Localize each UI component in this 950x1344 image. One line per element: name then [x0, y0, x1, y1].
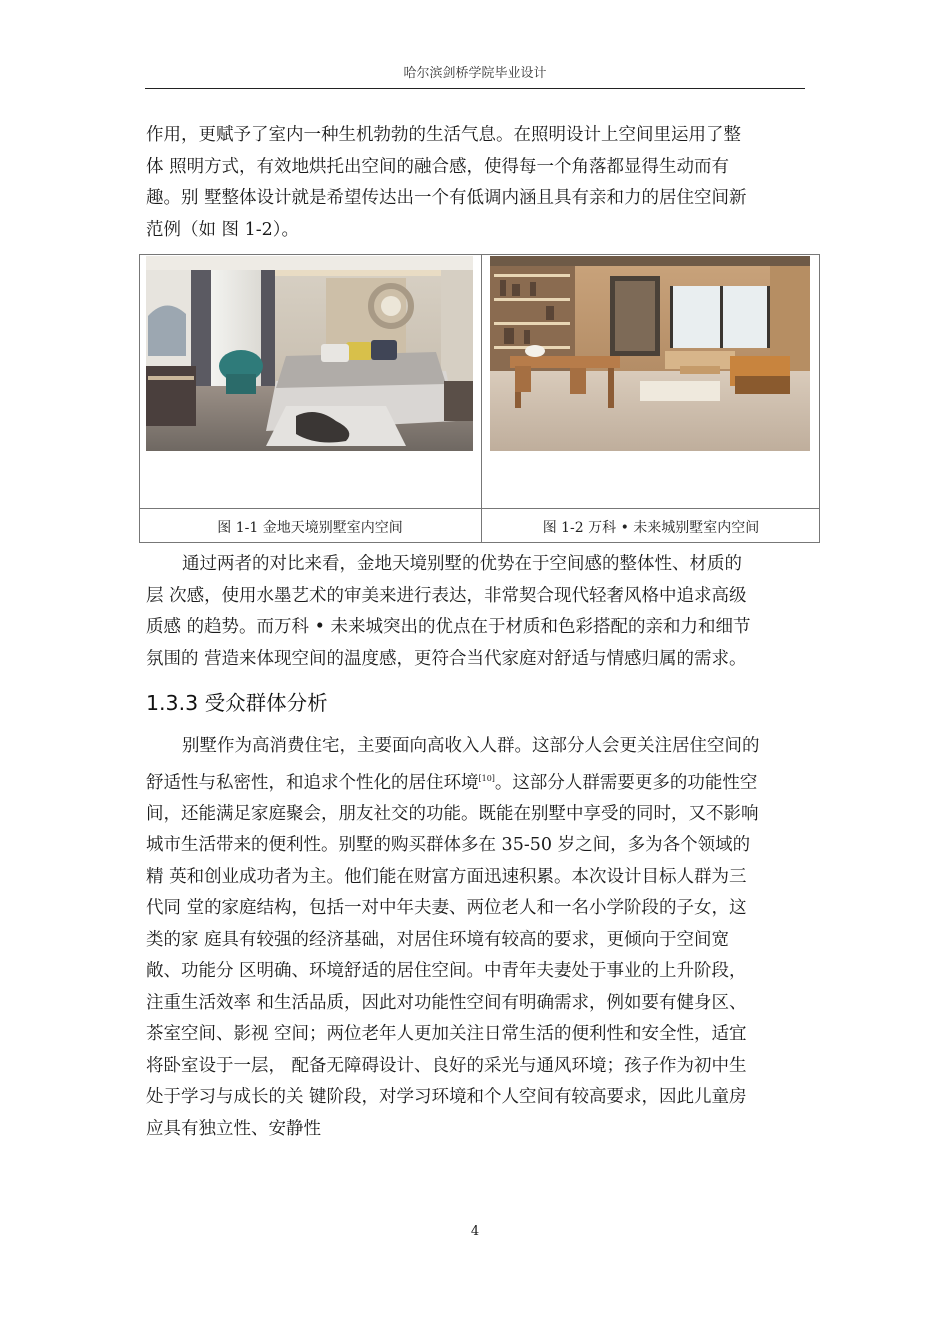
text-line: 城市生活带来的便利性。别墅的购买群体多在 35-50 岁之间，多为各个领域的 — [146, 835, 751, 856]
paragraph-top — [146, 120, 810, 246]
text-line: 范例（如 图 1-2）。 — [146, 219, 300, 240]
text-line: 间，还能满足家庭聚会，朋友社交的功能。既能在别墅中享受的同时，又不影响 — [146, 803, 759, 824]
citation-ref: [10] — [478, 773, 495, 783]
header-title: 哈尔滨剑桥学院毕业设计 — [403, 66, 547, 81]
text-line: 趣。别 墅整体设计就是希望传达出一个有低调内涵且具有亲和力的居住空间新 — [146, 188, 747, 208]
header-rule — [145, 88, 805, 89]
figure-table — [139, 254, 820, 543]
paragraph-compare — [146, 549, 810, 675]
bedroom-photo — [146, 256, 473, 451]
paragraph-audience — [146, 731, 810, 1145]
section-heading: 1.3.3 受众群体分析 — [146, 691, 328, 715]
text-line: 质感 的趋势。而万科 • 未来城突出的优点在于材质和色彩搭配的亲和力和细节 — [146, 617, 751, 637]
text-line: 处于学习与成长的关 键阶段，对学习环境和个人空间有较高要求，因此儿童房 — [146, 1087, 747, 1108]
figure-caption-1-1: 图 1-1 金地天境别墅室内空间 — [217, 520, 403, 536]
text-line: 别墅作为高消费住宅，主要面向高收入人群。这部分人会更关注居住空间的 — [182, 736, 760, 756]
text-line: 类的家 庭具有较强的经济基础，对居住环境有较高的要求，更倾向于空间宽 — [146, 929, 730, 950]
page-number: 4 — [470, 1224, 480, 1239]
living-room-photo — [490, 256, 810, 451]
caption-rule — [140, 508, 819, 509]
text-line: 注重生活效率 和生活品质，因此对功能性空间有明确需求，例如要有健身区、 — [146, 992, 747, 1013]
text-line: 层 次感，使用水墨艺术的审美来进行表达，非常契合现代轻奢风格中追求高级 — [146, 585, 747, 606]
text-line: 敞、功能分 区明确、环境舒适的居住空间。中青年夫妻处于事业的上升阶段， — [146, 961, 747, 982]
text-line: 代同 堂的家庭结构，包括一对中年夫妻、两位老人和一名小学阶段的子女，这 — [146, 898, 747, 919]
text-line: 氛围的 营造来体现空间的温度感，更符合当代家庭对舒适与情感归属的需求。 — [146, 648, 747, 669]
figure-divider — [481, 255, 482, 542]
text-line: 精 英和创业成功者为主。他们能在财富方面迅速积累。本次设计目标人群为三 — [146, 866, 747, 887]
text-line: 作用，更赋予了室内一种生机勃勃的生活气息。在照明设计上空间里运用了整 — [146, 125, 741, 145]
text-line: 通过两者的对比来看，金地天境别墅的优势在于空间感的整体性、材质的 — [182, 554, 742, 574]
text-segment: 。这部分人群需要更多的功能性空 — [494, 772, 758, 793]
text-line: 将卧室设于一层， 配备无障碍设计、良好的采光与通风环境；孩子作为初中生 — [146, 1055, 747, 1076]
figure-caption-1-2: 图 1-2 万科 • 未来城别墅室内空间 — [542, 520, 760, 536]
text-line: 体 照明方式，有效地烘托出空间的融合感，使得每一个角落都显得生动而有 — [146, 156, 730, 177]
text-line: 应具有独立性、安静性 — [146, 1118, 321, 1139]
text-line — [146, 763, 810, 799]
text-line: 茶室空间、影视 空间；两位老年人更加关注日常生活的便利性和安全性，适宜 — [146, 1024, 747, 1045]
text-segment: 舒适性与私密性，和追求个性化的居住环境 — [146, 772, 479, 793]
